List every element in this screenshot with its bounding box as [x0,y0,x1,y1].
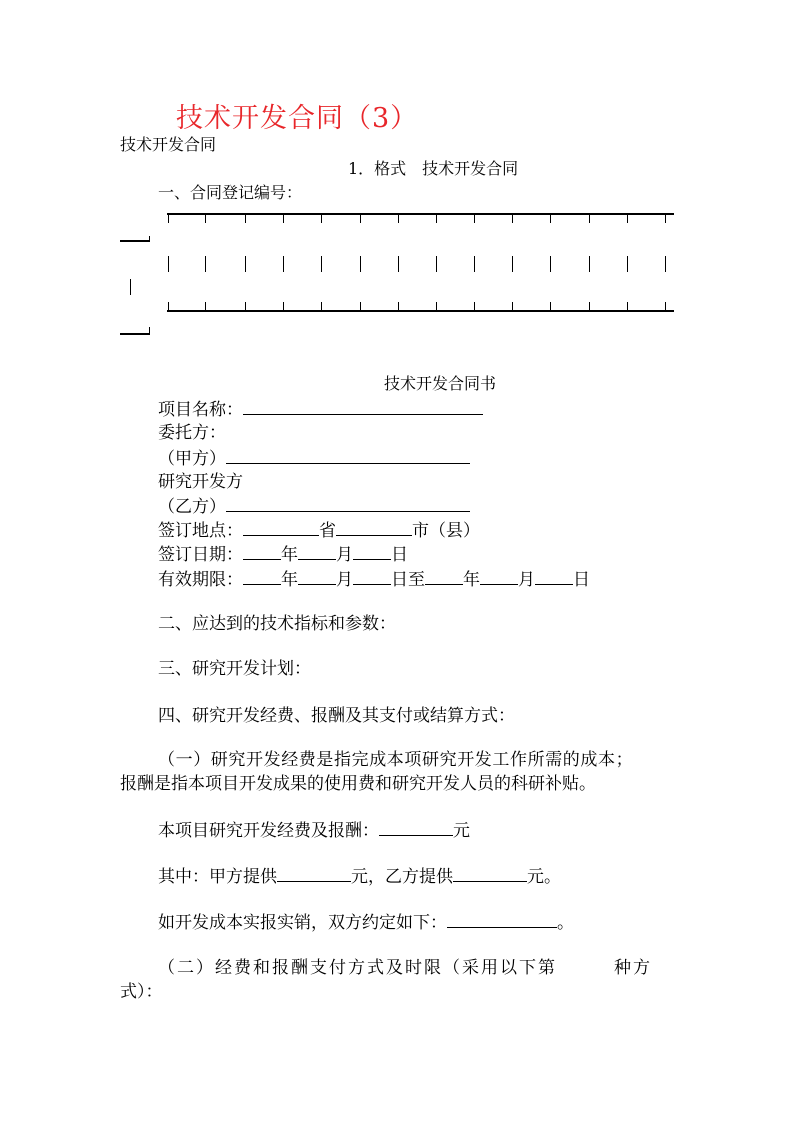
registration-number-label: 一、合同登记编号： [158,183,303,202]
format-heading: 1．格式 技术开发合同 [348,159,519,178]
sign-place-row: 签订地点： 省 市（县） [158,521,480,541]
document-title: 技术开发合同（3） [176,103,419,134]
contract-book-title: 技术开发合同书 [384,374,497,393]
document-subtitle: 技术开发合同 [120,135,217,154]
fee-split-row: 其中：甲方提供 元，乙方提供 元。 [158,867,561,887]
paragraph-2-line-1: （二）经费和报酬支付方式及时限（采用以下第 种方 [158,958,652,978]
paragraph-2-line-2: 式）： [120,982,163,1002]
party-b-row: （乙方） [158,495,470,518]
project-name-row: 项目名称： [158,398,483,421]
paragraph-1-line-2: 报酬是指本项目开发成果的使用费和研究开发人员的科研补贴。 [120,774,596,794]
developer-label: 研究开发方 [158,472,243,492]
paragraph-1-line-1: （一）研究开发经费是指完成本项研究开发工作所需的成本； [158,750,634,770]
party-a-row: （甲方） [158,447,470,470]
fee-row: 本项目研究开发经费及报酬： 元 [158,821,470,841]
section-4-heading: 四、研究开发经费、报酬及其支付或结算方式： [158,706,515,726]
sign-date-row: 签订日期： 年 月 日 [158,545,408,565]
section-2-heading: 二、应达到的技术指标和参数： [158,614,396,634]
client-label: 委托方： [158,423,226,443]
section-3-heading: 三、研究开发计划： [158,659,311,679]
validity-row: 有效期限： 年 月 日至 年 月 日 [158,570,590,590]
actual-cost-row: 如开发成本实报实销，双方约定如下： 。 [158,913,574,933]
